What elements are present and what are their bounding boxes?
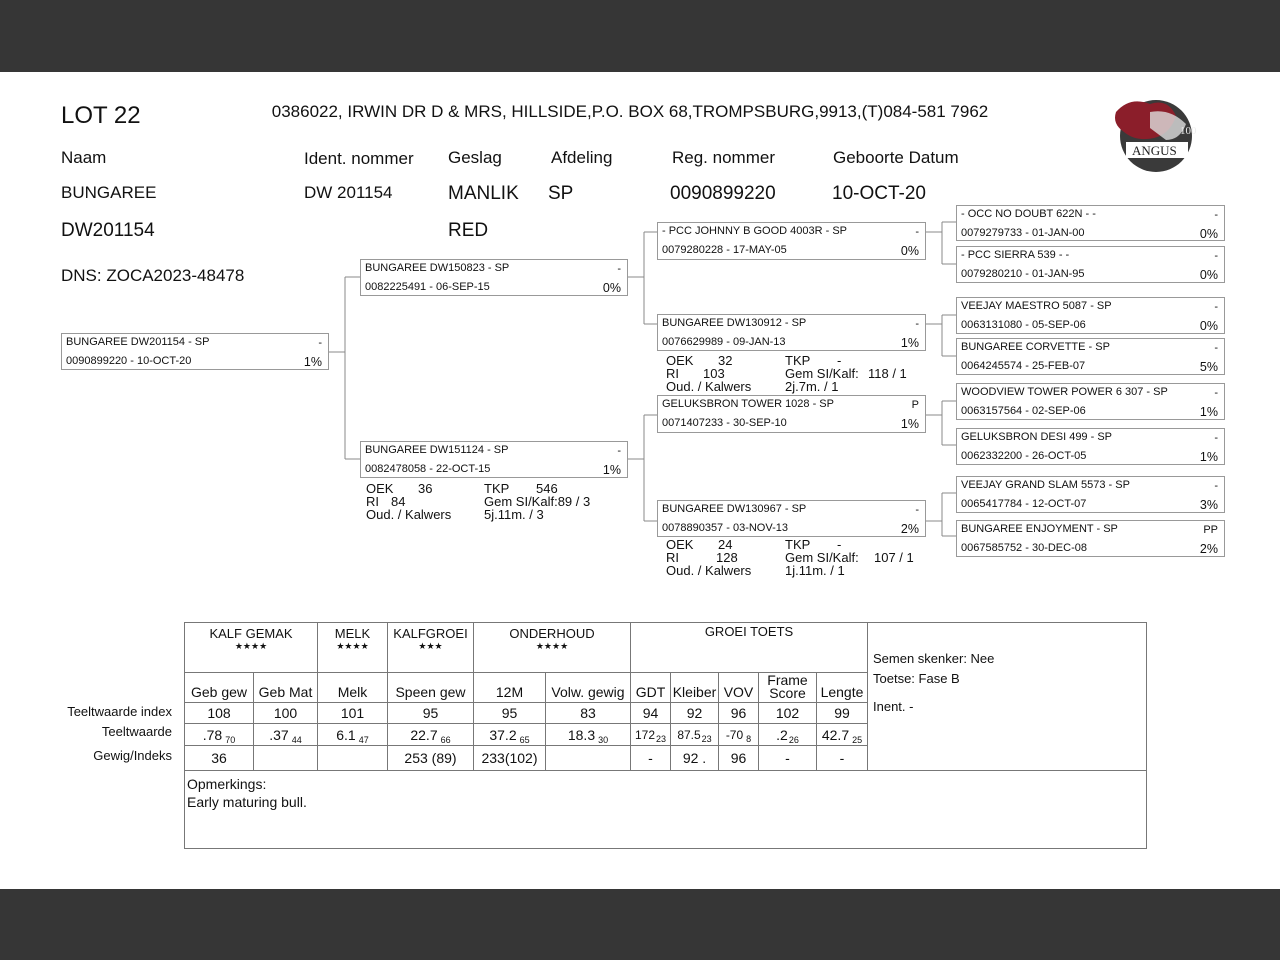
col-geb-mat: Geb Mat: [254, 673, 318, 703]
remarks-cell: [185, 771, 1147, 849]
svg-text:100: 100: [1180, 125, 1197, 137]
ebv-table: [184, 622, 1147, 849]
pedigree-flag: -: [915, 226, 919, 238]
table-cell: -: [759, 746, 817, 771]
pedigree-pct: 0%: [900, 244, 919, 258]
group-kalfgroei: KALFGROEI ★★★: [388, 623, 474, 673]
pedigree-pct: 0%: [602, 281, 621, 295]
pedigree-flag: -: [1214, 209, 1218, 221]
pedigree-reg: 0090899220 - 10-OCT-20: [66, 355, 192, 367]
pedigree-flag: -: [915, 504, 919, 516]
pedigree-pct: 0%: [1199, 268, 1218, 282]
pedigree-page: [0, 72, 1280, 889]
table-cell: .37 $_{44}$: [254, 724, 318, 746]
col-volw-gewig: Volw. gewig: [546, 673, 631, 703]
pedigree-flag: -: [617, 445, 621, 457]
lot-number: LOT 22: [61, 102, 141, 129]
table-cell: $172_{23}$: [631, 724, 671, 746]
reg-label: Reg. nommer: [672, 148, 775, 167]
dam-dam-stats: OEK 24 TKP - RI 128 Gem SI/Kalf: 107 / 1 Oud. / Kalwers 1j.11m. / 1: [666, 537, 914, 578]
pedigree-name: BUNGAREE DW130967 - SP: [662, 503, 807, 515]
col-gdt: GDT: [631, 673, 671, 703]
table-cell: 95: [474, 703, 546, 724]
table-cell: $87.5_{23}$: [671, 724, 719, 746]
pedigree-box-sire-sire: [657, 222, 926, 260]
pedigree-pct: 5%: [1199, 360, 1218, 374]
sire-dam-stats: OEK 32 TKP - RI 103 Gem SI/Kalf: 118 / 1 Oud. / Kalwers 2j.7m. / 1: [666, 353, 907, 394]
col-kleiber: Kleiber: [671, 673, 719, 703]
owner-address: 0386022, IRWIN DR D & MRS, HILLSIDE,P.O. BOX 68,TROMPSBURG,9913,(T)084-581 7962: [271, 102, 989, 121]
pedigree-name: BUNGAREE DW201154 - SP: [66, 336, 210, 348]
pedigree-box-sdd: [956, 338, 1225, 375]
pedigree-flag: -: [1214, 301, 1218, 313]
animal-sex: MANLIK: [448, 183, 519, 204]
pedigree-flag: -: [1214, 250, 1218, 262]
pedigree-flag: P: [911, 399, 919, 411]
table-cell: 96: [719, 746, 759, 771]
pedigree-pct: 1%: [1199, 405, 1218, 419]
col-melk: Melk: [318, 673, 388, 703]
table-cell: 102: [759, 703, 817, 724]
pedigree-box-dss: [956, 383, 1225, 420]
pedigree-reg: 0071407233 - 30-SEP-10: [662, 417, 787, 429]
pedigree-name: - PCC SIERRA 539 - -: [961, 249, 1070, 261]
col-geb-gew: Geb gew: [185, 673, 254, 703]
naam-label: Naam: [61, 148, 107, 167]
row-label-index: Teeltwaarde index: [67, 704, 172, 719]
pedigree-box-sss: [956, 205, 1225, 241]
geboorte-label: Geboorte Datum: [833, 148, 959, 167]
pedigree-reg: 0079280210 - 01-JAN-95: [961, 268, 1085, 280]
pedigree-pct: 1%: [900, 417, 919, 431]
table-cell: 100: [254, 703, 318, 724]
pedigree-pct: 1%: [900, 336, 919, 350]
table-cell: 83: [546, 703, 631, 724]
table-cell: 18.3 $_{30}$: [546, 724, 631, 746]
row-label-gewig: Gewig/Indeks: [93, 748, 172, 763]
animal-birthdate: 10-OCT-20: [832, 183, 926, 204]
col-vov: VOV: [719, 673, 759, 703]
col-12m: 12M: [474, 673, 546, 703]
dns-number: DNS: ZOCA2023-48478: [61, 266, 245, 285]
pedigree-box-sds: [956, 297, 1225, 334]
pedigree-name: BUNGAREE DW150823 - SP: [365, 262, 510, 274]
animal-name: BUNGAREE: [61, 183, 157, 202]
table-cell: 108: [185, 703, 254, 724]
table-cell: -70 $_8$: [719, 724, 759, 746]
pedigree-flag: -: [617, 263, 621, 275]
pedigree-name: - PCC JOHNNY B GOOD 4003R - SP: [662, 225, 848, 237]
col-frame-score: Frame Score: [759, 673, 817, 703]
table-cell: 92: [671, 703, 719, 724]
table-cell: 36: [185, 746, 254, 771]
pedigree-pct: 0%: [1199, 227, 1218, 241]
pedigree-box-sire-dam: [657, 314, 926, 351]
pedigree-flag: -: [915, 318, 919, 330]
group-kalf-gemak: KALF GEMAK ★★★★: [185, 623, 318, 673]
info-cell: [868, 623, 1147, 771]
pedigree-name: BUNGAREE DW130912 - SP: [662, 317, 807, 329]
pedigree-pct: 2%: [900, 522, 919, 536]
col-lengte: Lengte: [817, 673, 868, 703]
table-cell: 92 .: [671, 746, 719, 771]
pedigree-reg: 0062332200 - 26-OCT-05: [961, 450, 1087, 462]
animal-ident: DW 201154: [304, 183, 393, 202]
table-cell: -: [817, 746, 868, 771]
pedigree-pct: 1%: [602, 463, 621, 477]
animal-reg: 0090899220: [670, 183, 776, 204]
col-speen-gew: Speen gew: [388, 673, 474, 703]
table-cell: 37.2 $_{65}$: [474, 724, 546, 746]
pedigree-pct: 2%: [1199, 542, 1218, 556]
pedigree-reg: 0082225491 - 06-SEP-15: [365, 281, 490, 293]
ident-label: Ident. nommer: [304, 149, 414, 168]
table-cell: 101: [318, 703, 388, 724]
table-cell: 96: [719, 703, 759, 724]
table-cell: 99: [817, 703, 868, 724]
table-cell: 95: [388, 703, 474, 724]
pedigree-name: - OCC NO DOUBT 622N - -: [961, 208, 1096, 220]
group-groei-toets: GROEI TOETS: [631, 623, 868, 673]
pedigree-box-ddd: [956, 520, 1225, 557]
table-cell: $.2_{26}$: [759, 724, 817, 746]
pedigree-name: VEEJAY GRAND SLAM 5573 - SP: [961, 479, 1130, 491]
table-cell: 22.7 $_{66}$: [388, 724, 474, 746]
table-cell: -: [631, 746, 671, 771]
afdeling-label: Afdeling: [551, 148, 613, 167]
group-melk: MELK ★★★★: [318, 623, 388, 673]
pedigree-reg: 0067585752 - 30-DEC-08: [961, 542, 1087, 554]
pedigree-box-self: [61, 333, 329, 370]
pedigree-pct: 1%: [1199, 450, 1218, 464]
pedigree-reg: 0076629989 - 09-JAN-13: [662, 336, 786, 348]
animal-code: DW201154: [61, 220, 155, 241]
group-onderhoud: ONDERHOUD ★★★★: [474, 623, 631, 673]
semen-donor: Semen skenker: Nee: [873, 651, 995, 666]
pedigree-flag: -: [1214, 480, 1218, 492]
pedigree-reg: 0064245574 - 25-FEB-07: [961, 360, 1086, 372]
pedigree-reg: 0079280228 - 17-MAY-05: [662, 244, 787, 256]
pedigree-pct: 0%: [1199, 319, 1218, 333]
table-cell: 233(102): [474, 746, 546, 771]
pedigree-name: BUNGAREE ENJOYMENT - SP: [961, 523, 1118, 535]
pedigree-box-dam: [360, 441, 628, 478]
pedigree-box-sire: [360, 259, 628, 296]
remarks-label: Opmerkings:: [187, 776, 267, 792]
pedigree-name: BUNGAREE DW151124 - SP: [365, 444, 509, 456]
table-cell: [546, 746, 631, 771]
pedigree-pct: 3%: [1199, 498, 1218, 512]
vaccination: Inent. -: [873, 699, 914, 714]
table-cell: [318, 746, 388, 771]
pedigree-box-dam-dam: [657, 500, 926, 537]
animal-colour: RED: [448, 220, 489, 241]
remarks-text: Early maturing bull.: [187, 794, 307, 810]
pedigree-name: BUNGAREE CORVETTE - SP: [961, 341, 1110, 353]
pedigree-reg: 0065417784 - 12-OCT-07: [961, 498, 1087, 510]
pedigree-flag: -: [1214, 342, 1218, 354]
animal-division: SP: [548, 183, 574, 204]
pedigree-name: GELUKSBRON TOWER 1028 - SP: [662, 398, 834, 410]
pedigree-box-dsd: [956, 428, 1225, 465]
table-cell: [254, 746, 318, 771]
pedigree-box-dds: [956, 476, 1225, 513]
row-label-teeltwaarde: Teeltwaarde: [101, 724, 172, 739]
pedigree-reg: 0063131080 - 05-SEP-06: [961, 319, 1086, 331]
pedigree-reg: 0078890357 - 03-NOV-13: [662, 522, 788, 534]
table-cell: .78 $_{70}$: [185, 724, 254, 746]
table-cell: 253 (89): [388, 746, 474, 771]
pedigree-flag: -: [318, 337, 322, 349]
pedigree-flag: -: [1214, 387, 1218, 399]
pedigree-reg: 0063157564 - 02-SEP-06: [961, 405, 1086, 417]
geslag-label: Geslag: [448, 148, 502, 167]
svg-text:ANGUS: ANGUS: [1132, 143, 1177, 158]
pedigree-name: GELUKSBRON DESI 499 - SP: [961, 431, 1112, 443]
pedigree-box-ssd: [956, 246, 1225, 283]
pedigree-box-dam-sire: [657, 395, 926, 433]
pedigree-name: WOODVIEW TOWER POWER 6 307 - SP: [961, 386, 1168, 398]
pedigree-reg: 0082478058 - 22-OCT-15: [365, 463, 491, 475]
pedigree-flag: -: [1214, 432, 1218, 444]
pedigree-name: VEEJAY MAESTRO 5087 - SP: [961, 300, 1112, 312]
pedigree-reg: 0079279733 - 01-JAN-00: [961, 227, 1085, 239]
pedigree-flag: PP: [1203, 524, 1218, 536]
dam-stats: OEK 36 TKP 546 RI 84 Gem SI/Kalf:89 / 3 Oud. / Kalwers 5j.11m. / 3: [366, 481, 591, 522]
table-cell: 6.1 $_{47}$: [318, 724, 388, 746]
pedigree-pct: 1%: [303, 355, 322, 369]
tests: Toetse: Fase B: [873, 671, 960, 686]
table-cell: 42.7 $_{25}$: [817, 724, 868, 746]
table-cell: 94: [631, 703, 671, 724]
